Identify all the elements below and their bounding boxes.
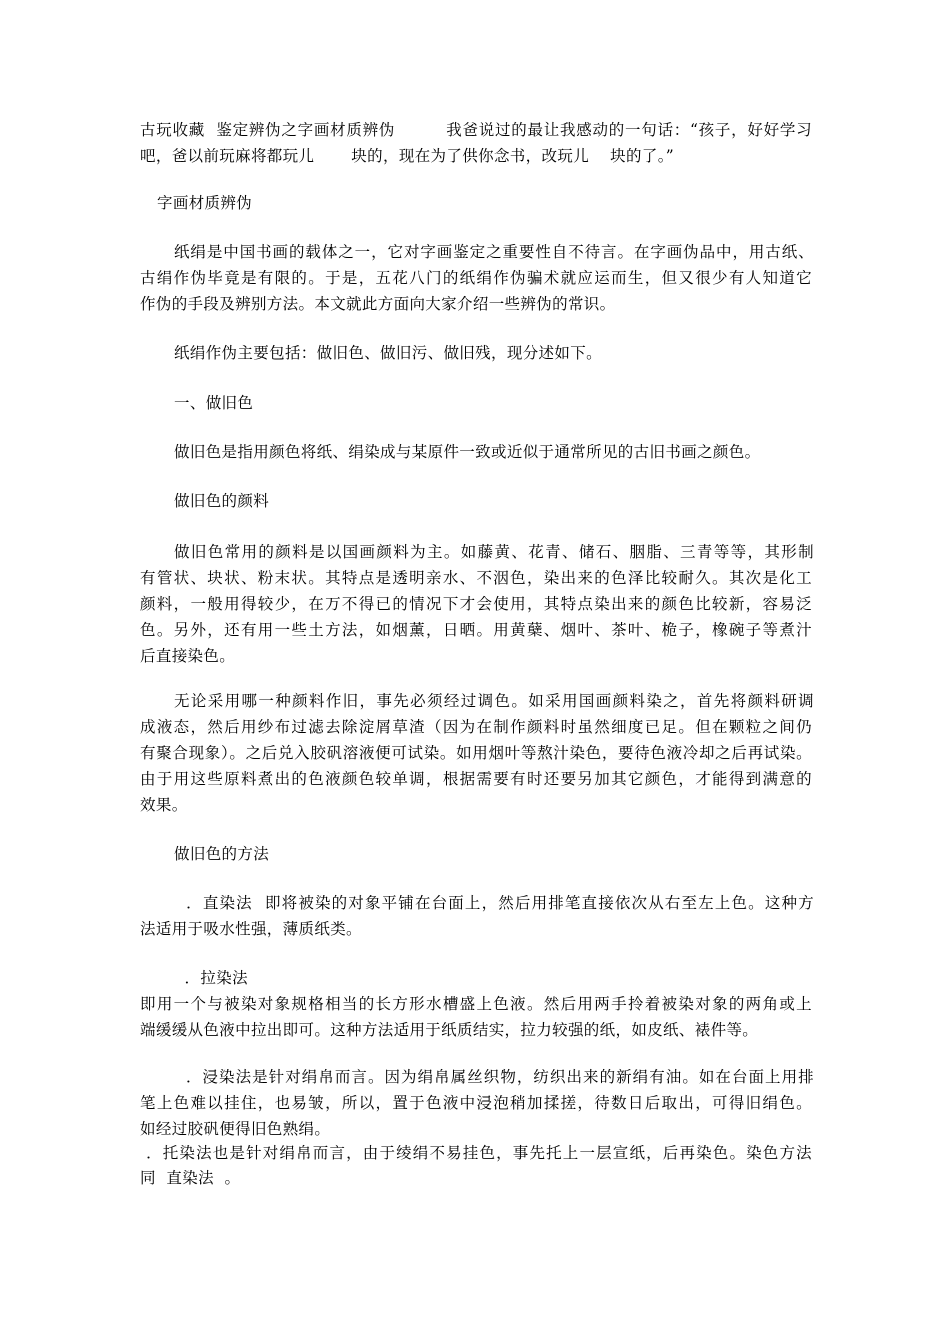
paragraph-line: 做旧色常用的颜料是以国画颜料为主。如藤黄、花青、储石、胭脂、三青等等，其形制 bbox=[174, 543, 814, 561]
method-line: 端缓缓从色液中拉出即可。这种方法适用于纸质结实，拉力较强的纸，如皮纸、裱件等。 bbox=[140, 1021, 759, 1039]
method-line: ．拉染法 bbox=[174, 969, 248, 987]
method-line: 如经过胶矾便得旧色熟绢。 bbox=[140, 1120, 331, 1138]
paragraph-line: 古绢作伪毕竟是有限的。于是，五花八门的纸绢作伪骗术就应运而生，但又很少有人知道它 bbox=[140, 269, 812, 287]
paragraph-line: 有管状、块状、粉末状。其特点是透明亲水、不洇色，染出来的色泽比较耐久。其次是化工 bbox=[140, 569, 812, 587]
paragraph-line: 成液态，然后用纱布过滤去除淀屑草渣（因为在制作颜料时虽然细度已足。但在颗粒之间仍 bbox=[140, 718, 812, 736]
method-line: 即用一个与被染对象规格相当的长方形水槽盛上色液。然后用两手拎着被染对象的两角或上 bbox=[140, 995, 812, 1013]
paragraph-line: 颜料，一般用得较少，在万不得已的情况下才会使用，其特点染出来的颜色比较新，容易泛 bbox=[140, 595, 812, 613]
method-line: 笔上色难以挂住，也易皱，所以，置于色液中浸泡稍加揉搓，待数日后取出，可得旧绢色。 bbox=[140, 1094, 812, 1112]
paragraph-line: 无论采用哪一种颜料作旧，事先必须经过调色。如采用国画颜料染之，首先将颜料研调 bbox=[174, 692, 814, 710]
paragraph-line: 纸绢是中国书画的载体之一，它对字画鉴定之重要性自不待言。在字画伪品中，用古纸、 bbox=[174, 243, 814, 261]
paragraph-line: 由于用这些原料煮出的色液颜色较单调，根据需要有时还要另加其它颜色，才能得到满意的 bbox=[140, 770, 812, 788]
paragraph-line: 后直接染色。 bbox=[140, 647, 236, 665]
paragraph-line: 作伪的手段及辨别方法。本文就此方面向大家介绍一些辨伪的常识。 bbox=[140, 295, 616, 313]
paragraph-line: 效果。 bbox=[140, 796, 188, 814]
intro-line: 吧，爸以前玩麻将都玩儿 块的，现在为了供你念书，改玩儿 块的了。” bbox=[140, 147, 675, 165]
method-line: ．托染法也是针对绢帛而言，由于绫绢不易挂色，事先托上一层宣纸，后再染色。染色方法 bbox=[140, 1144, 812, 1162]
heading: 做旧色的颜料 bbox=[174, 492, 270, 510]
heading: 做旧色的方法 bbox=[174, 845, 270, 863]
method-line: 法适用于吸水性强，薄质纸类。 bbox=[140, 920, 362, 938]
heading: 一、做旧色 bbox=[174, 394, 254, 412]
paragraph: 纸绢作伪主要包括：做旧色、做旧污、做旧残，现分述如下。 bbox=[174, 344, 602, 362]
method-line: 同 直染法 。 bbox=[140, 1169, 241, 1187]
intro-line: 古玩收藏 鉴定辨伪之字画材质辨伪 我爸说过的最让我感动的一句话：“孩子，好好学习 bbox=[140, 121, 812, 139]
method-line: ．直染法 即将被染的对象平铺在台面上，然后用排笔直接依次从右至左上色。这种方 bbox=[174, 894, 814, 912]
method-line: ．浸染法是针对绢帛而言。因为绢帛属丝织物，纺织出来的新绢有油。如在台面上用排 bbox=[174, 1068, 814, 1086]
section-title: 字画材质辨伪 bbox=[157, 194, 253, 212]
paragraph: 做旧色是指用颜色将纸、绢染成与某原件一致或近似于通常所见的古旧书画之颜色。 bbox=[174, 443, 761, 461]
paragraph-line: 色。另外，还有用一些土方法，如烟薰，日晒。用黄蘖、烟叶、茶叶、桅子，橡碗子等煮汁 bbox=[140, 621, 812, 639]
paragraph-line: 有聚合现象）。之后兑入胶矾溶液便可试染。如用烟叶等熬汁染色，要待色液冷却之后再试染。 bbox=[140, 744, 812, 762]
